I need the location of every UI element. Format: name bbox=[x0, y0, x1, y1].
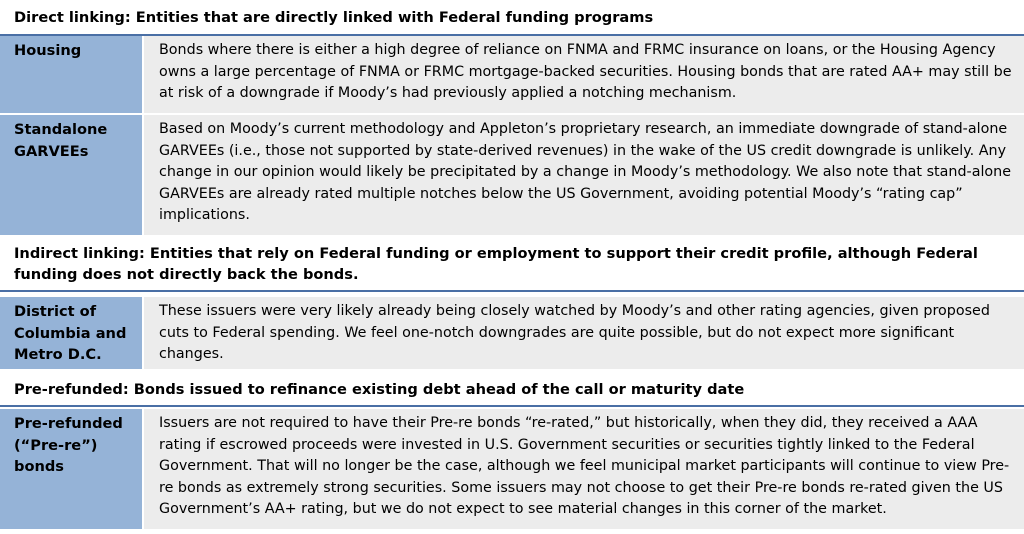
row-text-pre-refunded: Issuers are not required to have their Pre-re bonds “re-rated,” but historically, when they did, they received a AAA rating if escrowed proceeds were invested in U.S. Government securities or securities tightly linked to the Federal Government. That will no longer be the case, although we feel municipal market participants will continue to view Pre-re bonds as extremely strong securities. Some issuers may not choose to get their Pre-re bonds re-rated given the US Government’s AA+ rating, but we do not expect to see material changes in this corner of the market. bbox=[144, 409, 1024, 529]
row-text-standalone-garvees: Based on Moody’s current methodology and Appleton’s proprietary research, an immediate downgrade of stand-alone GARVEEs (i.e., those not supported by state-derived revenues) in the wake of the US credit downgrade is unlikely. Any change in our opinion would likely be precipitated by a change in Moody’s methodology. We also note that stand-alone GARVEEs are already rated multiple notches below the US Government, avoiding potential Moody’s “rating cap” implications. bbox=[144, 115, 1024, 235]
row-label-housing: Housing bbox=[0, 36, 142, 113]
row-label-standalone-garvees: Standalone GARVEEs bbox=[0, 115, 142, 235]
row-text-district-of-columbia: These issuers were very likely already being closely watched by Moody’s and other rating agencies, given proposed cuts to Federal spending. We feel one-notch downgrades are quite possible, but do not expect more significant changes. bbox=[144, 297, 1024, 369]
section-header-pre-refunded: Pre-refunded: Bonds issued to refinance existing debt ahead of the call or maturity date bbox=[0, 376, 1024, 407]
table-row-district-of-columbia bbox=[0, 297, 1024, 369]
section-header-indirect-linking: Indirect linking: Entities that rely on Federal funding or employment to support their credit profile, although Federal funding does not directly back the bonds. bbox=[0, 240, 1024, 292]
row-text-housing: Bonds where there is either a high degree of reliance on FNMA and FRMC insurance on loans, or the Housing Agency owns a large percentage of FNMA or FRMC mortgage-backed securities. Housing bonds that are rated AA+ may still be at risk of a downgrade if Moody’s had previously applied a notching mechanism. bbox=[144, 36, 1024, 113]
section-header-direct-linking: Direct linking: Entities that are directly linked with Federal funding programs bbox=[0, 7, 1024, 36]
table-row-standalone-garvees bbox=[0, 115, 1024, 235]
row-label-pre-refunded: Pre-refunded (“Pre-re”) bonds bbox=[0, 409, 142, 529]
table-row-housing bbox=[0, 36, 1024, 113]
row-label-district-of-columbia: District of Columbia and Metro D.C. bbox=[0, 297, 142, 369]
table-row-pre-refunded bbox=[0, 409, 1024, 529]
